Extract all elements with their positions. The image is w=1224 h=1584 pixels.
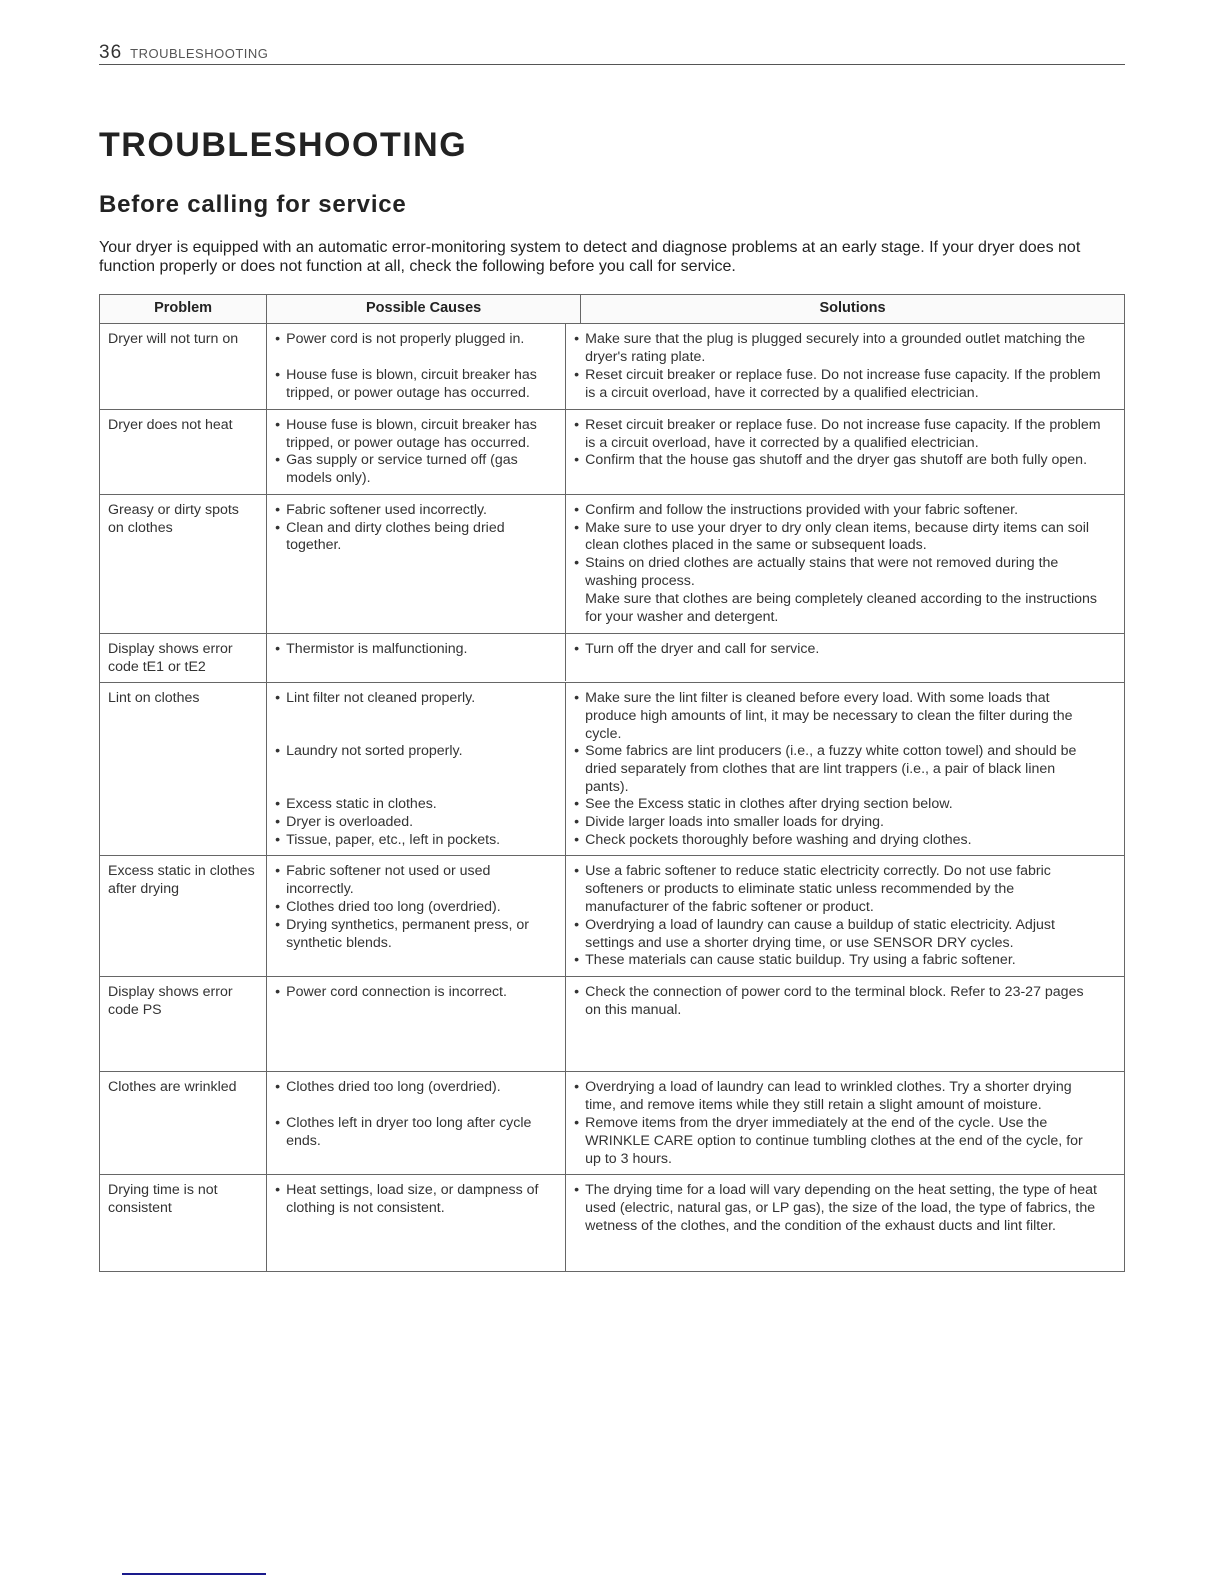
solutions-column [565,634,1109,681]
cause-group [275,1079,557,1115]
table-row [100,977,1125,1072]
cause-group [275,796,557,849]
cause-item [275,367,557,403]
cause-group [275,984,557,1020]
solutions-column [565,856,1109,976]
bullet-icon: • [275,743,281,760]
solution-item [574,502,1101,520]
problem-cell: Display shows error code tE1 or tE2 [100,633,267,683]
solution-item-text: Confirm and follow the instructions provided with your fabric softener. [585,501,1019,518]
problem-cell: Drying time is not consistent [100,1175,267,1272]
solution-item [574,796,1101,814]
cause-item-text: Clothes left in dryer too long after cycle ends. [286,1115,532,1150]
bullet-icon: • [275,898,281,915]
cause-item-text: Thermistor is malfunctioning. [286,640,468,657]
solution-item [574,452,1101,470]
table-row [100,1175,1125,1272]
solutions-column [565,324,1109,409]
bullet-icon: • [275,984,281,1001]
bullet-icon: • [275,501,281,518]
causes-column [267,977,565,1071]
solution-group [574,863,1101,970]
solution-item [574,917,1101,953]
bullet-icon: • [574,863,580,880]
cause-item-text: Clothes dried too long (overdried). [286,898,501,915]
solution-item-text: Some fabrics are lint producers (i.e., a fuzzy white cotton towel) and should be dried separately from clothes that are lint trappers (i.e., a pair of black linen pants). [585,743,1077,795]
bullet-icon: • [574,916,580,933]
bullet-icon: • [275,366,281,383]
solution-item [574,690,1101,743]
solution-item [574,417,1101,453]
causes-solutions-cell [267,494,1125,633]
solution-group [574,331,1101,367]
bullet-icon: • [574,1182,580,1199]
solution-group [574,743,1101,796]
cause-item [275,641,557,659]
solution-item-text: Overdrying a load of laundry can cause a buildup of static electricity. Adjust settings and use a shorter drying time, or use SENSOR DRY cycles. [585,916,1055,951]
bullet-icon: • [275,1182,281,1199]
cause-item [275,899,557,917]
solution-item-text: Make sure that clothes are being completely cleaned according to the instructions for your washer and detergent. [585,590,1097,625]
causes-solutions-grid [267,977,1124,1071]
solution-item-text: Remove items from the dryer immediately at the end of the cycle. Use the WRINKLE CARE option to continue tumbling clothes at the end of the cycle, for up to 3 hours. [585,1115,1083,1167]
solution-item [574,863,1101,916]
bullet-icon: • [275,796,281,813]
causes-solutions-grid [267,634,1124,681]
troubleshooting-table [99,294,1125,1272]
cause-group [275,502,557,627]
bullet-icon: • [574,1079,580,1096]
bullet-icon: • [574,831,580,848]
solution-item [574,1079,1101,1115]
footer-rule [122,1573,266,1575]
bullet-icon: • [275,690,281,707]
solution-item [574,984,1101,1020]
solutions-column [565,495,1109,633]
table-row [100,633,1125,683]
solutions-column [565,977,1109,1071]
solution-item [574,331,1101,367]
problem-cell: Display shows error code PS [100,977,267,1072]
bullet-icon: • [574,1115,580,1132]
solutions-column [565,1175,1109,1271]
bullet-icon: • [574,366,580,383]
solutions-column [565,410,1109,494]
bullet-icon: • [275,416,281,433]
cause-item [275,520,557,556]
causes-solutions-cell [267,977,1125,1072]
solution-group [574,641,1101,659]
solution-item [574,832,1101,850]
bullet-icon: • [574,416,580,433]
solution-item-text: Turn off the dryer and call for service. [585,640,820,657]
problem-cell: Excess static in clothes after drying [100,856,267,977]
solution-item-text: Confirm that the house gas shutoff and the dryer gas shutoff are both fully open. [585,452,1088,469]
cause-group [275,417,557,488]
bullet-icon: • [275,452,281,469]
solution-item-text: Stains on dried clothes are actually stains that were not removed during the washing process. [585,555,1059,589]
header-causes: Possible Causes [267,295,581,324]
solution-item [574,814,1101,832]
causes-column [267,410,565,494]
bullet-icon: • [574,452,580,469]
bullet-icon: • [275,916,281,933]
bullet-icon: • [574,814,580,831]
cause-item-text: House fuse is blown, circuit breaker has tripped, or power outage has occurred. [286,416,537,451]
solution-item-text: These materials can cause static buildup. Try using a fabric softener. [585,952,1016,969]
solution-item-text: Make sure to use your dryer to dry only clean items, because dirty items can soil clean clothes placed in the same or subsequent loads. [585,519,1090,554]
table-row [100,323,1125,409]
solution-item-text: Reset circuit breaker or replace fuse. Do not increase fuse capacity. If the problem is a circuit overload, have it corrected by a qualified electrician. [585,366,1101,401]
problem-cell: Dryer will not turn on [100,323,267,409]
cause-item-text: Power cord connection is incorrect. [286,984,507,1001]
bullet-icon: • [275,831,281,848]
solution-item-text: Make sure that the plug is plugged securely into a grounded outlet matching the dryer's rating plate. [585,330,1086,365]
causes-solutions-cell [267,683,1125,856]
cause-item [275,1079,557,1097]
bullet-icon: • [275,863,281,880]
cause-item-text: Excess static in clothes. [286,796,437,813]
solution-item [574,367,1101,403]
cause-item-text: Fabric softener used incorrectly. [286,501,487,518]
solution-item [574,591,1101,627]
bullet-icon: • [574,330,580,347]
bullet-icon: • [275,1079,281,1096]
causes-solutions-grid [267,1175,1124,1271]
cause-item [275,814,557,832]
cause-group [275,331,557,367]
cause-item-text: Tissue, paper, etc., left in pockets. [286,831,501,848]
solution-item [574,641,1101,659]
solution-group [574,1079,1101,1115]
solution-item [574,1182,1101,1235]
cause-item-text: Dryer is overloaded. [286,814,414,831]
causes-solutions-grid [267,1072,1124,1174]
solution-group [574,984,1101,1020]
cause-item-text: Clean and dirty clothes being dried together. [286,519,505,554]
table-row [100,494,1125,633]
cause-group [275,1182,557,1235]
cause-item [275,832,557,850]
solution-group [574,502,1101,627]
solution-item-text: Check the connection of power cord to the terminal block. Refer to 23-27 pages on this manual. [585,984,1084,1019]
cause-item [275,984,557,1002]
bullet-icon: • [275,519,281,536]
header-problem: Problem [100,295,267,324]
causes-column [267,324,565,409]
causes-column [267,634,565,681]
cause-group [275,863,557,970]
causes-solutions-grid [267,410,1124,494]
cause-item [275,417,557,453]
intro-paragraph: Your dryer is equipped with an automatic error-monitoring system to detect and diagnose problems at an early stage. If your dryer does not function properly or does not function at all, check the following before you call for service. [99,239,1081,275]
solution-item-text: Overdrying a load of laundry can lead to wrinkled clothes. Try a shorter drying time, and remove items while they still retain a slight amount of moisture. [585,1079,1072,1114]
bullet-icon: • [574,519,580,536]
causes-column [267,683,565,855]
bullet-icon: • [574,743,580,760]
causes-solutions-grid [267,856,1124,976]
causes-column [267,495,565,633]
bullet-icon: • [574,555,580,572]
solutions-column [565,1072,1109,1174]
solution-item [574,743,1101,796]
solution-item [574,1115,1101,1168]
cause-item-text: Fabric softener not used or used incorrectly. [286,863,491,898]
solution-group [574,796,1101,849]
problem-cell: Clothes are wrinkled [100,1072,267,1175]
cause-item [275,690,557,708]
cause-item [275,743,557,761]
page-title: TROUBLESHOOTING [99,126,468,164]
solution-group [574,1115,1101,1168]
cause-group [275,1115,557,1168]
table-header-row [100,295,1125,324]
cause-group [275,743,557,796]
solution-item-text: See the Excess static in clothes after drying section below. [585,796,953,813]
causes-solutions-grid [267,495,1124,633]
table-row [100,409,1125,494]
solution-group [574,367,1101,403]
cause-item-text: Gas supply or service turned off (gas models only). [286,452,518,487]
table-row [100,683,1125,856]
causes-column [267,1072,565,1174]
cause-item-text: Power cord is not properly plugged in. [286,330,525,347]
cause-item-text: Clothes dried too long (overdried). [286,1079,501,1096]
cause-item-text: Laundry not sorted properly. [286,743,463,760]
solution-group [574,1182,1101,1235]
cause-group [275,641,557,659]
running-section-title: TROUBLESHOOTING [130,46,269,61]
cause-item [275,452,557,488]
solution-item-text: Use a fabric softener to reduce static electricity correctly. Do not use fabric softeners or products to eliminate static unless recommended by the manufacturer of the fabric softener or product. [585,863,1051,915]
bullet-icon: • [574,640,580,657]
bullet-icon: • [574,984,580,1001]
problem-cell: Greasy or dirty spots on clothes [100,494,267,633]
causes-solutions-cell [267,633,1125,683]
causes-solutions-grid [267,324,1124,409]
cause-item [275,502,557,520]
solution-item-text: Reset circuit breaker or replace fuse. Do not increase fuse capacity. If the problem is a circuit overload, have it corrected by a qualified electrician. [585,416,1101,451]
causes-column [267,856,565,976]
bullet-icon: • [275,330,281,347]
cause-item [275,1182,557,1218]
cause-item [275,1115,557,1151]
running-header [99,42,1125,65]
causes-solutions-cell [267,1072,1125,1175]
table-row [100,1072,1125,1175]
solution-item [574,520,1101,556]
causes-column [267,1175,565,1271]
cause-item-text: Heat settings, load size, or dampness of clothing is not consistent. [286,1182,539,1217]
solution-item [574,555,1101,591]
cause-item [275,796,557,814]
problem-cell: Dryer does not heat [100,409,267,494]
causes-solutions-cell [267,856,1125,977]
bullet-icon: • [574,952,580,969]
cause-item [275,331,557,349]
solutions-column [565,683,1109,855]
problem-cell: Lint on clothes [100,683,267,856]
causes-solutions-grid [267,683,1124,855]
causes-solutions-cell [267,1175,1125,1272]
section-subtitle: Before calling for service [99,191,407,218]
solution-item-text: The drying time for a load will vary depending on the heat setting, the type of heat used (electric, natural gas, or LP gas), the size of the load, the type of fabrics, the wetness of the clothes, and the condition of the exhaust ducts and lint filter. [585,1182,1097,1234]
causes-solutions-cell [267,409,1125,494]
cause-group [275,690,557,743]
cause-item [275,917,557,953]
bullet-icon: • [574,690,580,707]
bullet-icon: • [275,640,281,657]
cause-item-text: Lint filter not cleaned properly. [286,690,476,707]
causes-solutions-cell [267,323,1125,409]
solution-group [574,690,1101,743]
solution-item [574,952,1101,970]
table-row [100,856,1125,977]
header-solutions: Solutions [581,295,1125,324]
solution-item-text: Make sure the lint filter is cleaned before every load. With some loads that produce high amounts of lint, it may be necessary to clean the filter during the cycle. [585,690,1073,742]
cause-item [275,863,557,899]
bullet-icon: • [275,1115,281,1132]
bullet-icon: • [574,796,580,813]
solution-group [574,417,1101,488]
cause-group [275,367,557,403]
page-number: 36 [99,42,123,63]
solution-item-text: Check pockets thoroughly before washing and drying clothes. [585,831,972,848]
cause-item-text: Drying synthetics, permanent press, or synthetic blends. [286,916,530,951]
cause-item-text: House fuse is blown, circuit breaker has tripped, or power outage has occurred. [286,366,537,401]
bullet-icon: • [574,501,580,518]
solution-item-text: Divide larger loads into smaller loads for drying. [585,814,884,831]
bullet-icon: • [275,814,281,831]
